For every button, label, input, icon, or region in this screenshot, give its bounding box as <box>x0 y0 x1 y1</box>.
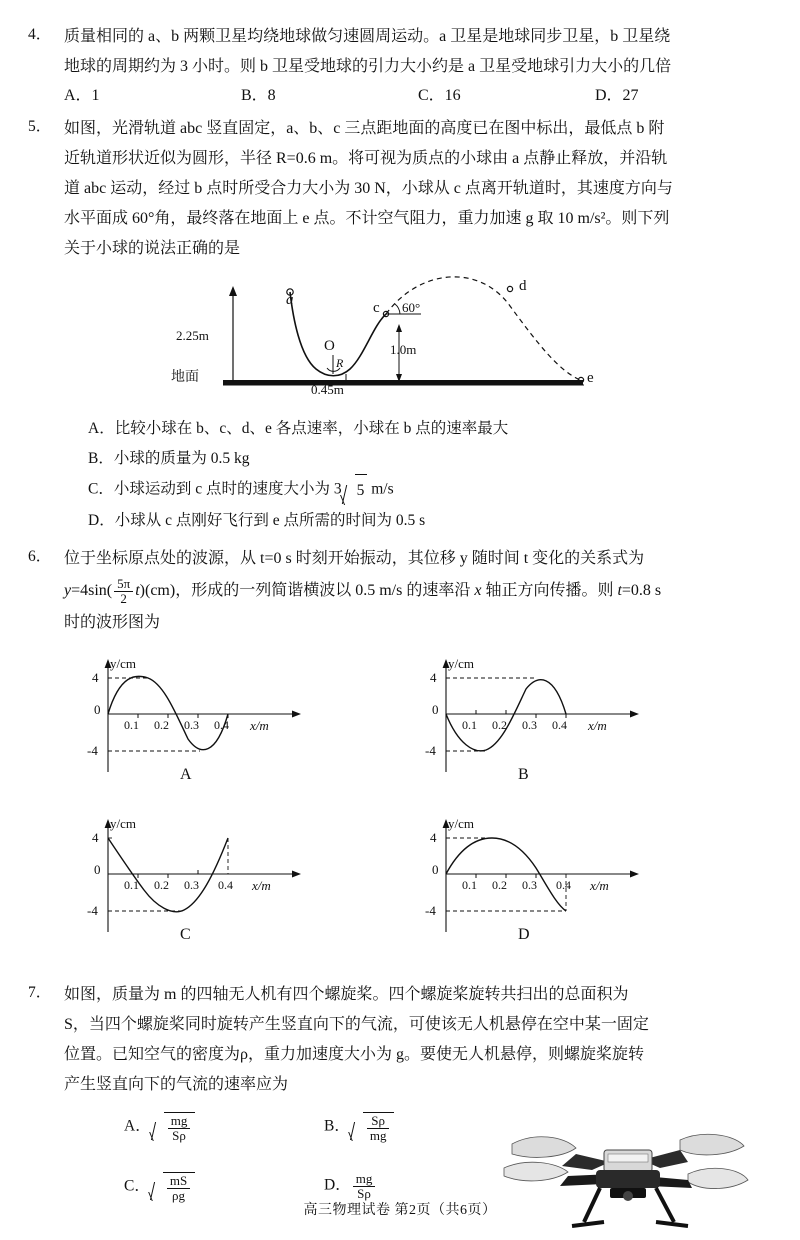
figure-label-angle: 60° <box>402 300 421 315</box>
chart-d-xlabel: x/m <box>590 878 609 893</box>
question-4-number: 4． <box>28 26 52 43</box>
chart-c <box>80 804 330 944</box>
question-4-line-2: 地球的周期约为 3 小时。则 b 卫星受地球的引力大小约是 a 卫星受地球引力大小的几倍 <box>64 58 672 75</box>
chart-d-xtick-4: 0.4 <box>556 878 571 892</box>
drone-svg <box>492 1110 752 1240</box>
chart-c-origin: 0 <box>94 862 101 877</box>
chart-b-ytick-pos: 4 <box>430 670 437 685</box>
chart-b-xtick-2: 0.2 <box>492 718 507 732</box>
question-5-figure <box>28 270 772 410</box>
question-7 <box>28 980 772 1236</box>
question-6-line-1: 位于坐标原点处的波源，从 t=0 s 时刻开始振动，其位移 y 随时间 t 变化的关系式为 <box>64 550 645 567</box>
question-7-option-a[interactable]: A． $\frac{mg}{S\rho}$ <box>124 1112 195 1142</box>
question-4-stem <box>64 22 772 82</box>
question-5 <box>28 114 772 536</box>
chart-c-xtick-4: 0.4 <box>218 878 233 892</box>
equation-fraction: $\frac{5\pi}{2}$ <box>114 577 133 605</box>
question-4 <box>28 22 772 110</box>
question-7-option-b[interactable]: B． $\frac{S\rho}{mg}$ <box>324 1112 394 1142</box>
question-4-option-b[interactable]: B．8 <box>241 87 276 104</box>
chart-d-xtick-1: 0.1 <box>462 878 477 892</box>
chart-b-ylabel: y/cm <box>448 656 474 671</box>
question-6 <box>28 544 772 974</box>
question-6-number: 6． <box>28 548 52 565</box>
question-5-stem <box>64 114 772 264</box>
chart-d-ytick-neg: -4 <box>425 903 436 918</box>
drone-illustration <box>492 1110 752 1240</box>
question-4-line-1: 质量相同的 a、b 两颗卫星均绕地球做匀速圆周运动。a 卫星是地球同步卫星，b 卫星绕 <box>64 28 671 45</box>
chart-c-xtick-2: 0.2 <box>154 878 169 892</box>
question-7-line-1: 如图，质量为 m 的四轴无人机有四个螺旋桨。四个螺旋桨旋转共扫出的总面积为 <box>64 986 629 1003</box>
question-5-option-c-text: C．小球运动到 c 点时的速度大小为 3 <box>88 480 342 498</box>
question-5-option-d[interactable]: D．小球从 c 点刚好飞行到 e 点所需的时间为 0.5 s <box>88 512 426 529</box>
chart-d-letter: D <box>518 926 530 943</box>
footer-text: 高三物理试卷 第2页（共6页） <box>303 1203 497 1218</box>
frac-a: $\frac{mg}{S\rho}$ <box>168 1114 191 1142</box>
question-7-option-c[interactable]: C． $\frac{mS}{\rho g}$ <box>124 1172 195 1202</box>
question-5-options <box>88 414 772 536</box>
chart-a-xlabel: x/m <box>250 718 269 733</box>
page-content <box>28 22 772 1240</box>
figure-label-O: O <box>324 338 335 354</box>
chart-a-xtick-4: 0.4 <box>214 718 229 732</box>
question-5-line-2: 近轨道形状近似为圆形，半径 R=0.6 m。将可视为质点的小球由 a 点静止释放，并沿轨 <box>64 150 668 167</box>
question-7-line-3: 位置。已知空气的密度为ρ，重力加速度大小为 g。要使无人机悬停，则螺旋桨旋转 <box>64 1046 644 1063</box>
chart-c-ytick-neg: -4 <box>87 903 98 918</box>
question-5-option-a[interactable]: A．比较小球在 b、c、d、e 各点速率，小球在 b 点的速率最大 <box>88 420 509 437</box>
question-6-line-3: 时的波形图为 <box>64 614 161 631</box>
question-7-line-4: 产生竖直向下的气流的速率应为 <box>64 1076 289 1093</box>
figure-label-R: R <box>336 356 344 370</box>
chart-a-xtick-2: 0.2 <box>154 718 169 732</box>
frac-b: $\frac{S\rho}{mg}$ <box>367 1114 390 1142</box>
chart-b-origin: 0 <box>432 702 439 717</box>
sqrt-a <box>151 1112 196 1142</box>
chart-d-xtick-3: 0.3 <box>522 878 537 892</box>
question-7-line-2: S，当四个螺旋桨同时旋转产生竖直向下的气流，可使该无人机悬停在空中某一固定 <box>64 1016 649 1033</box>
question-6-figures <box>28 644 772 974</box>
figure-label-e: e <box>587 370 594 386</box>
question-5-line-5: 关于小球的说法正确的是 <box>64 240 241 257</box>
chart-a-letter: A <box>180 766 192 783</box>
chart-c-xlabel: x/m <box>252 878 271 893</box>
track-diagram-svg <box>28 270 772 410</box>
chart-b-xtick-3: 0.3 <box>522 718 537 732</box>
chart-b-letter: B <box>518 766 529 783</box>
question-5-number: 5． <box>28 118 52 135</box>
figure-label-ground: 地面 <box>171 370 199 385</box>
page-footer <box>0 1199 800 1219</box>
frac-c: $\frac{mS}{\rho g}$ <box>167 1174 190 1202</box>
question-7-number: 7． <box>28 984 52 1001</box>
chart-b-xtick-4: 0.4 <box>552 718 567 732</box>
question-7-stem <box>64 980 772 1100</box>
question-6-stem <box>64 544 772 638</box>
sqrt-c <box>150 1172 195 1202</box>
chart-a-ytick-pos: 4 <box>92 670 99 685</box>
chart-c-ytick-pos: 4 <box>92 830 99 845</box>
question-5-line-3: 道 abc 运动，经过 b 点时所受合力大小为 30 N，小球从 c 点离开轨道时，其速度方向与 <box>64 180 673 197</box>
chart-b-xlabel: x/m <box>588 718 607 733</box>
chart-d <box>418 804 668 944</box>
chart-b-xtick-1: 0.1 <box>462 718 477 732</box>
figure-label-height-c: 1.0m <box>390 342 417 357</box>
chart-a-origin: 0 <box>94 702 101 717</box>
chart-d-origin: 0 <box>432 862 439 877</box>
chart-a-ytick-neg: -4 <box>87 743 98 758</box>
chart-d-ylabel: y/cm <box>448 816 474 831</box>
chart-a <box>80 644 330 784</box>
chart-d-xtick-2: 0.2 <box>492 878 507 892</box>
chart-c-letter: C <box>180 926 191 943</box>
point-d <box>507 286 512 291</box>
question-4-option-c[interactable]: C．16 <box>418 87 461 104</box>
chart-b <box>418 644 668 784</box>
sqrt-b <box>350 1112 395 1142</box>
frac-d: $\frac{mg}{S\rho}$ <box>353 1172 376 1200</box>
chart-a-ylabel: y/cm <box>110 656 136 671</box>
figure-label-height-b: 0.45m <box>311 382 344 397</box>
question-5-line-4: 水平面成 60°角，最终落在地面上 e 点。不计空气阻力，重力加速 g 取 10 m/s²。则下列 <box>64 210 670 227</box>
chart-c-xtick-1: 0.1 <box>124 878 139 892</box>
figure-label-c: c <box>373 300 380 316</box>
sqrt-5: 5 <box>342 474 368 506</box>
chart-a-xtick-1: 0.1 <box>124 718 139 732</box>
question-4-options <box>64 82 772 110</box>
question-4-option-a[interactable]: A．1 <box>64 87 100 104</box>
question-6-equation-line: y=4sin( $\frac{5\pi}{2}$ t)(cm)，形成的一列简谐横波以 0.5 m/s 的速率沿 x 轴正方向传播。则 t=0.8 s <box>64 576 662 606</box>
figure-label-d: d <box>519 278 527 294</box>
chart-c-xtick-3: 0.3 <box>184 878 199 892</box>
chart-c-ylabel: y/cm <box>110 816 136 831</box>
projectile-path <box>386 277 580 380</box>
ground-band <box>223 380 583 385</box>
chart-a-xtick-3: 0.3 <box>184 718 199 732</box>
question-5-line-1: 如图，光滑轨道 abc 竖直固定，a、b、c 三点距地面的高度已在图中标出，最低点 b 附 <box>64 120 665 137</box>
figure-label-height-a: 2.25m <box>176 328 209 343</box>
question-5-option-c[interactable]: C．小球运动到 c 点时的速度大小为 3 5 m/s <box>88 474 772 506</box>
question-7-option-d[interactable]: D． $\frac{mg}{S\rho}$ <box>324 1172 377 1200</box>
question-5-option-b[interactable]: B．小球的质量为 0.5 kg <box>88 450 250 467</box>
figure-label-a: a <box>286 292 294 308</box>
question-4-option-d[interactable]: D．27 <box>595 87 639 104</box>
chart-b-ytick-neg: -4 <box>425 743 436 758</box>
chart-d-ytick-pos: 4 <box>430 830 437 845</box>
